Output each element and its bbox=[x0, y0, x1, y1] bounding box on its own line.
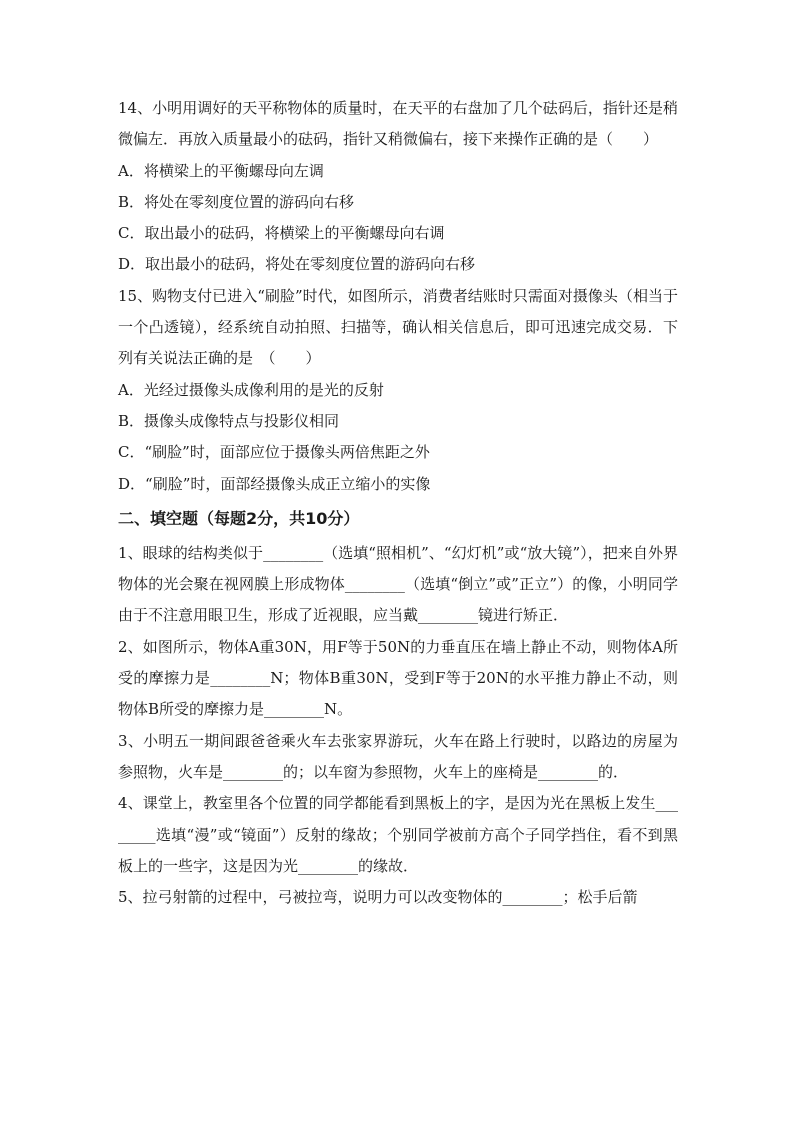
fill-question-4: 4、课堂上，教室里各个位置的同学都能看到黑板上的字，是因为光在黑板上发生________选填“漫”或“镜面”）反射的缘故；个别同学被前方高个子同学挡住，看不到黑板上的一些字，这是因为光________的缘故． bbox=[118, 794, 678, 875]
option-b: B．将处在零刻度位置的游码向右移 bbox=[118, 192, 355, 211]
fill-question-1: 1、眼球的结构类似于________（选填“照相机”、“幻灯机”或“放大镜”），把来自外界物体的光会聚在视网膜上形成物体________（选填“倒立”或”正立”）的像，小明同学由于不注意用眼卫生，形成了近视眼，应当戴________镜进行矫正． bbox=[118, 543, 678, 625]
fill-question-5: 5、拉弓射箭的过程中，弓被拉弯，说明力可以改变物体的________；松手后箭 bbox=[118, 888, 638, 907]
option-c: C．取出最小的砝码，将横梁上的平衡螺母向右调 bbox=[118, 224, 445, 243]
option-c: C．“刷脸”时，面部应位于摄像头两倍焦距之外 bbox=[118, 443, 430, 462]
option-d: D．取出最小的砝码，将处在零刻度位置的游码向右移 bbox=[118, 255, 476, 274]
fill-question-3: 3、小明五一期间跟爸爸乘火车去张家界游玩，火车在路上行驶时，以路边的房屋为参照物，火车是________的；以车窗为参照物，火车上的座椅是________的． bbox=[118, 731, 678, 781]
section-title: 二、填空题（每题2分，共10分） bbox=[118, 508, 360, 528]
option-a: A．将横梁上的平衡螺母向左调 bbox=[118, 161, 324, 180]
question-stem: 14、小明用调好的天平称物体的质量时，在天平的右盘加了几个砝码后，指针还是稍微偏左．再放入质量最小的砝码，指针又稍微偏右，接下来操作正确的是（ ） bbox=[118, 99, 678, 149]
fill-question-2: 2、如图所示，物体A重30N，用F等于50N的力垂直压在墙上静止不动，则物体A所受的摩擦力是________N；物体B重30N，受到F等于20N的水平推力静止不动，则物体B所受的摩擦力是________N。 bbox=[118, 637, 678, 719]
question-stem: 15、购物支付已进入“刷脸”时代，如图所示，消费者结账时只需面对摄像头（相当于一个凸透镜），经系统自动拍照、扫描等，确认相关信息后，即可迅速完成交易．下列有关说法正确的是 （ ） bbox=[118, 286, 678, 368]
option-d: D．“刷脸”时，面部经摄像头成正立缩小的实像 bbox=[118, 474, 431, 493]
option-b: B．摄像头成像特点与投影仪相同 bbox=[118, 411, 340, 430]
option-a: A．光经过摄像头成像利用的是光的反射 bbox=[118, 380, 384, 399]
exam-page bbox=[118, 93, 678, 913]
question-14 bbox=[118, 93, 678, 281]
question-15 bbox=[118, 281, 678, 500]
